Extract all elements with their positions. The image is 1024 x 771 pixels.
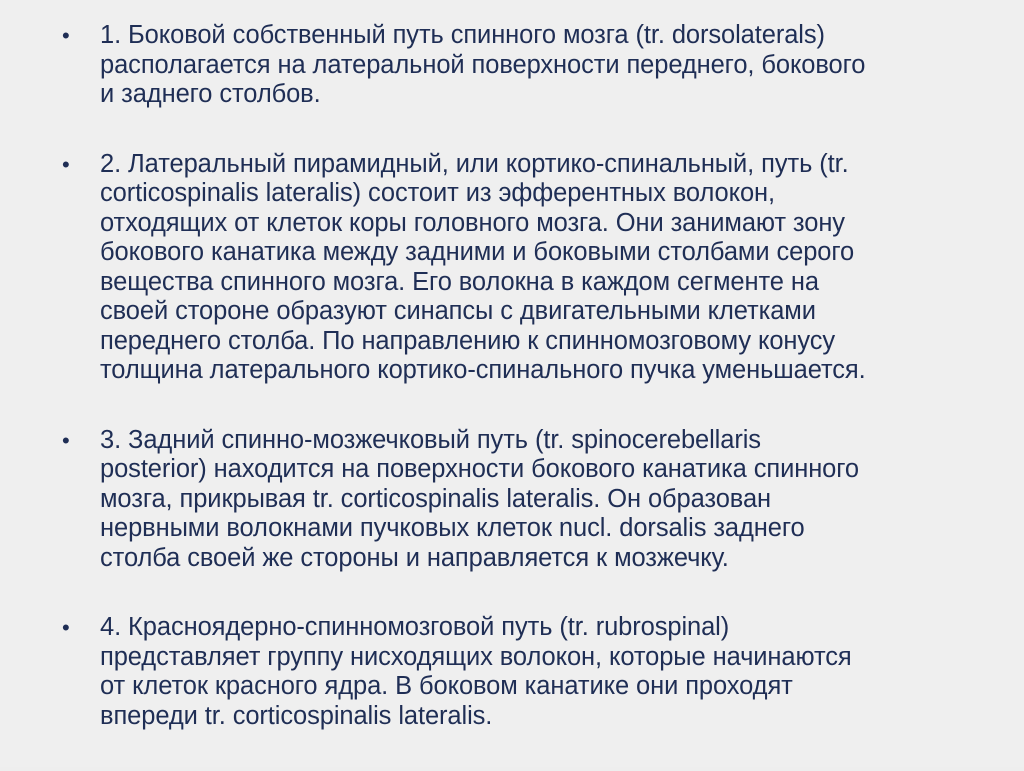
list-item bbox=[62, 21, 992, 110]
list-item bbox=[62, 150, 992, 386]
bullet-marker: • bbox=[62, 151, 70, 177]
bullet-text: 1. Боковой собственный путь спинного мозга (tr. dorsolaterals) располагается на латеральной поверхности переднего, бокового и заднего столбов. bbox=[100, 21, 866, 108]
bullet-marker: • bbox=[62, 427, 70, 453]
bullet-text: 2. Латеральный пирамидный, или кортико-спинальный, путь (tr. corticospinalis lateralis) состоит из эфферентных волокон, отходящих от клеток коры головного мозга. Они занимают зону бокового канатика между задними и боковыми столбами серого вещества спинного мозга. Его волокна в каждом сегменте на своей стороне образуют синапсы с двигательными клетками переднего столба. По направлению к спинномозговому конусу толщина латерального кортико-спинального пучка уменьшается. bbox=[100, 149, 866, 384]
bullet-marker: • bbox=[62, 23, 70, 48]
bullet-text: 4. Красноядерно-спинномозговой путь (tr. rubrospinal) представляет группу нисходящих волокон, которые начинаются от клеток красного ядра. В боковом канатике они проходят впереди tr. corticospinalis lateralis. bbox=[100, 613, 852, 730]
list-item bbox=[62, 426, 992, 574]
bullet-list bbox=[62, 21, 992, 771]
list-item bbox=[62, 613, 992, 731]
bullet-text: 3. Задний спинно-мозжечковый путь (tr. spinocerebellaris posterior) находится на поверхности бокового канатика спинного мозга, прикрывая tr. corticospinalis lateralis. Он образован нервными волокнами пучковых клеток nucl. dorsalis заднего столба своей же стороны и направляется к мозжечку. bbox=[100, 425, 859, 572]
bullet-marker: • bbox=[62, 615, 70, 640]
